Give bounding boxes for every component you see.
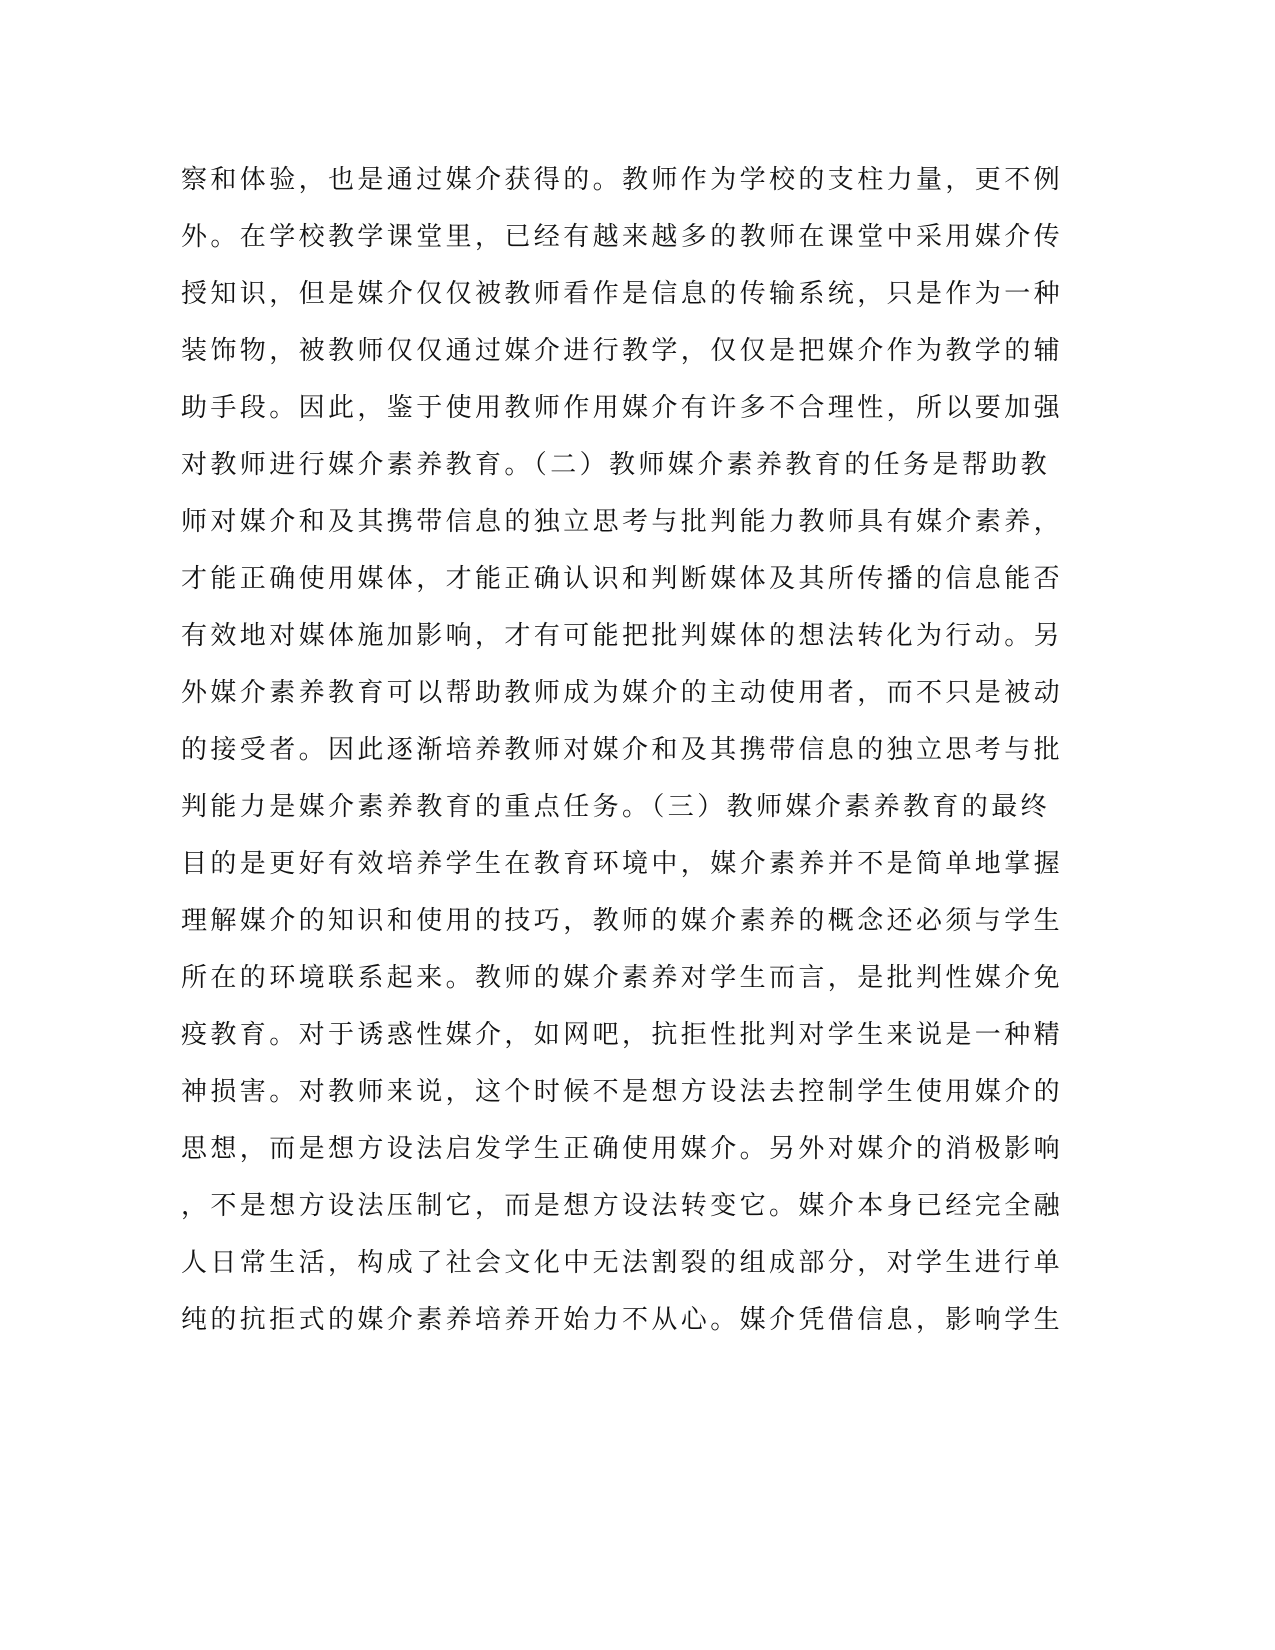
- text-line: ，不是想方设法压制它，而是想方设法转变它。媒介本身已经完全融: [181, 1191, 1064, 1221]
- text-line: 装饰物，被教师仅仅通过媒介进行教学，仅仅是把媒介作为教学的辅: [181, 336, 1064, 366]
- text-line: 纯的抗拒式的媒介素养培养开始力不从心。媒介凭借信息，影响学生: [181, 1305, 1064, 1335]
- text-line: 判能力是媒介素养教育的重点任务。（三）教师媒介素养教育的最终: [181, 792, 1051, 822]
- text-line: 理解媒介的知识和使用的技巧，教师的媒介素养的概念还必须与学生: [181, 906, 1064, 936]
- text-line: 的接受者。因此逐渐培养教师对媒介和及其携带信息的独立思考与批: [181, 735, 1064, 765]
- text-line: 对教师进行媒介素养教育。（二）教师媒介素养教育的任务是帮助教: [181, 450, 1051, 480]
- text-line: 外。在学校教学课堂里，已经有越来越多的教师在课堂中采用媒介传: [181, 222, 1064, 252]
- text-line: 才能正确使用媒体，才能正确认识和判断媒体及其所传播的信息能否: [181, 564, 1064, 594]
- text-line: 察和体验，也是通过媒介获得的。教师作为学校的支柱力量，更不例: [181, 165, 1064, 195]
- text-line: 疫教育。对于诱惑性媒介，如网吧，抗拒性批判对学生来说是一种精: [181, 1020, 1064, 1050]
- text-line: 所在的环境联系起来。教师的媒介素养对学生而言，是批判性媒介免: [181, 963, 1064, 993]
- text-line: 神损害。对教师来说，这个时候不是想方设法去控制学生使用媒介的: [181, 1077, 1064, 1107]
- text-line: 授知识，但是媒介仅仅被教师看作是信息的传输系统，只是作为一种: [181, 279, 1064, 309]
- text-line: 有效地对媒体施加影响，才有可能把批判媒体的想法转化为行动。另: [181, 621, 1064, 651]
- text-line: 人日常生活，构成了社会文化中无法割裂的组成部分，对学生进行单: [181, 1248, 1064, 1278]
- text-line: 思想，而是想方设法启发学生正确使用媒介。另外对媒介的消极影响: [181, 1134, 1064, 1164]
- text-line: 助手段。因此，鉴于使用教师作用媒介有许多不合理性，所以要加强: [181, 393, 1064, 423]
- text-line: 目的是更好有效培养学生在教育环境中，媒介素养并不是简单地掌握: [181, 849, 1064, 879]
- text-line: 外媒介素养教育可以帮助教师成为媒介的主动使用者，而不只是被动: [181, 678, 1064, 708]
- text-line: 师对媒介和及其携带信息的独立思考与批判能力教师具有媒介素养，: [181, 507, 1064, 537]
